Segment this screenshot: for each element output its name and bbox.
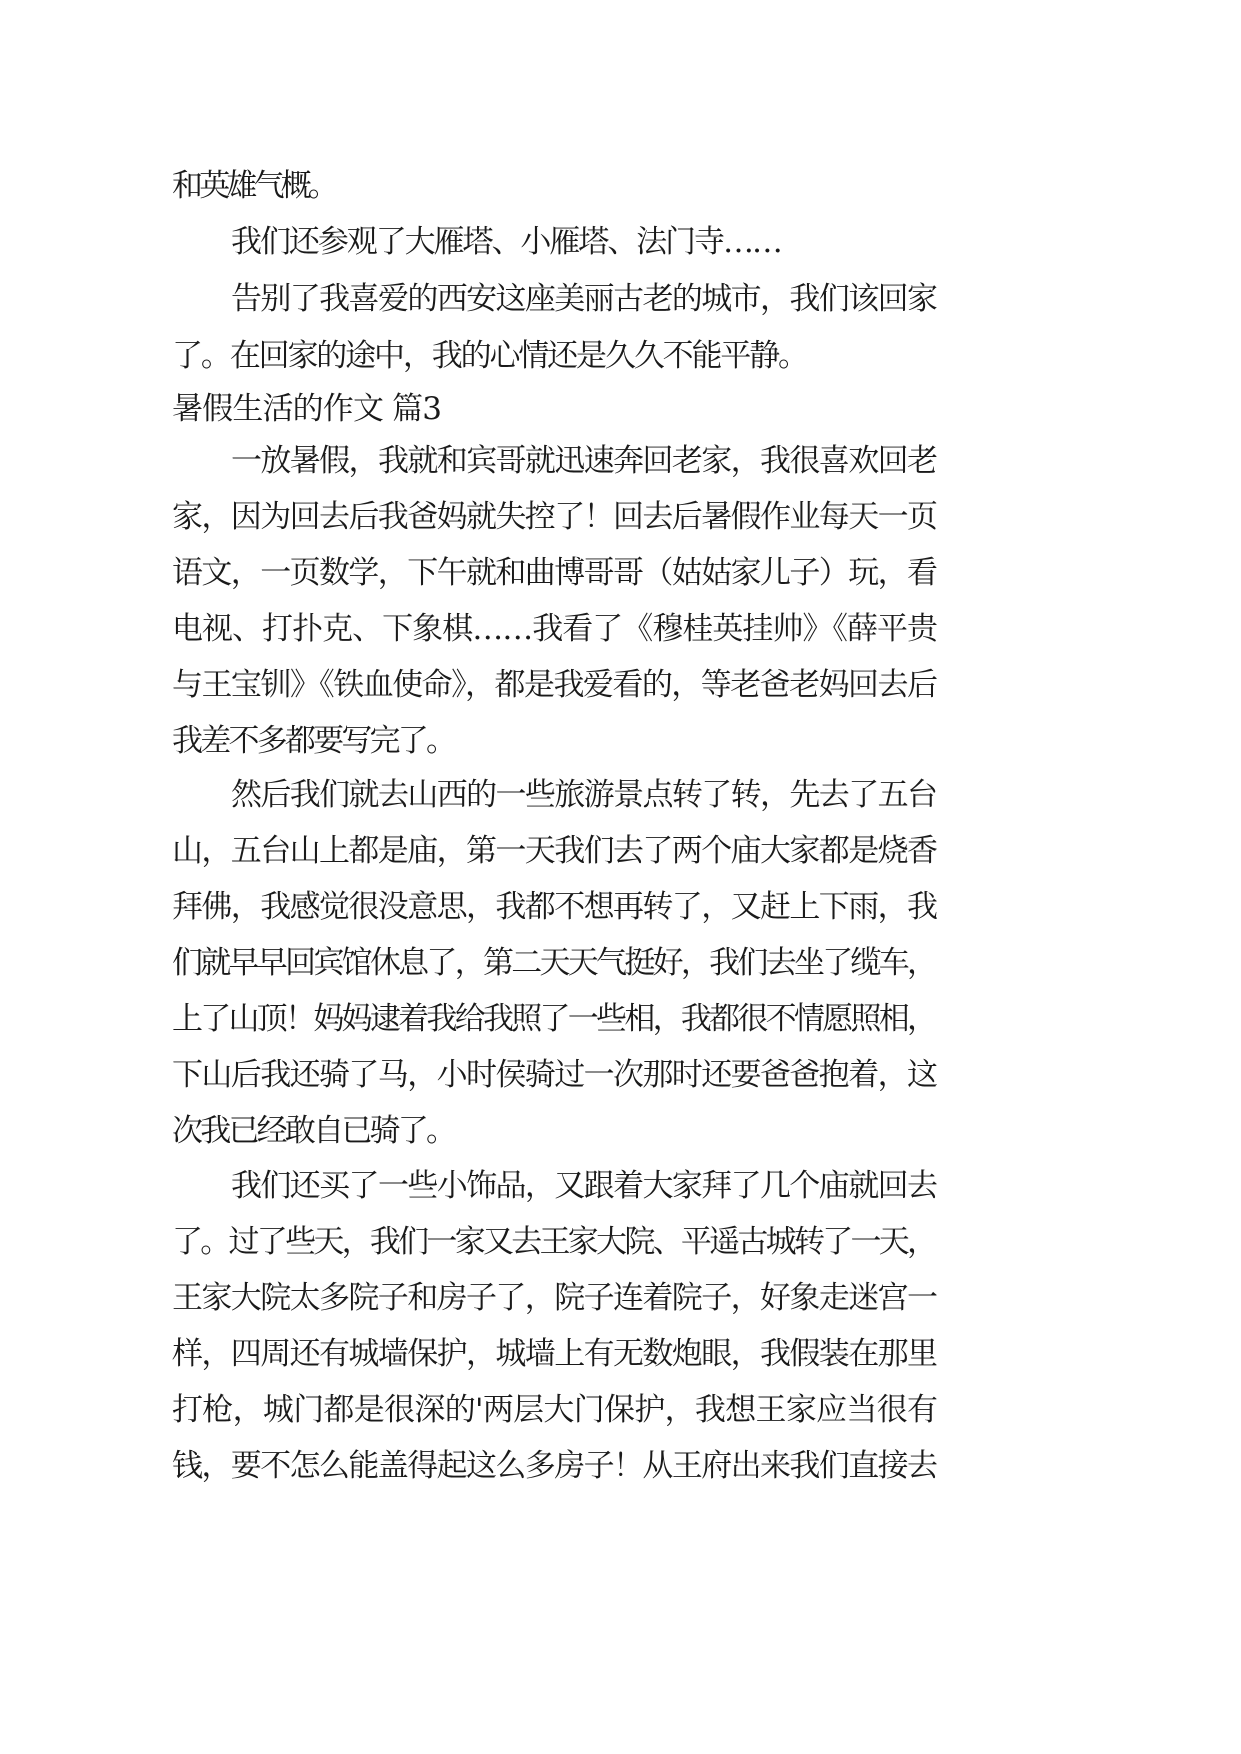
text-line-content: 山，五台山上都是庙，第一天我们去了两个庙大家都是烧香 — [172, 833, 937, 869]
text-line-content: 家，因为回去后我爸妈就失控了！回去后暑假作业每天一页 — [172, 499, 937, 535]
text-line — [0, 990, 1241, 1048]
text-line-content: 们就早早回宾馆休息了，第二天天气挺好，我们去坐了缆车， — [172, 945, 936, 981]
text-line-content: 打枪，城门都是很深的'两层大门保护，我想王家应当很有 — [172, 1392, 938, 1428]
text-line-content: 王家大院太多院子和房子了，院子连着院子，好象走迷宫一 — [172, 1280, 937, 1316]
text-line — [0, 712, 1241, 770]
text-line-content: 我们还参观了大雁塔、小雁塔、法门寺…… — [231, 224, 781, 260]
text-line — [0, 270, 1241, 328]
text-line — [0, 544, 1241, 602]
text-line-content: 告别了我喜爱的西安这座美丽古老的城市，我们该回家 — [231, 281, 937, 317]
text-line-content: 和英雄气概。 — [172, 168, 336, 204]
text-line-content: 了。在回家的途中，我的心情还是久久不能平静。 — [172, 338, 807, 374]
text-line — [0, 656, 1241, 714]
text-line-content: 我们还买了一些小饰品，又跟着大家拜了几个庙就回去 — [231, 1168, 937, 1204]
text-line-content: 语文，一页数学，下午就和曲博哥哥（姑姑家儿子）玩，看 — [172, 555, 937, 591]
text-line-content: 我差不多都要写完了。 — [172, 723, 455, 759]
text-line — [0, 934, 1241, 992]
text-line — [0, 327, 1241, 385]
text-line-content: 与王宝钏》《铁血使命》，都是我爱看的，等老爸老妈回去后 — [172, 667, 937, 703]
text-line-content: 一放暑假，我就和宾哥就迅速奔回老家，我很喜欢回老 — [231, 443, 937, 479]
text-line — [0, 1269, 1241, 1327]
text-line — [0, 766, 1241, 824]
text-line-content: 次我已经敢自已骑了。 — [172, 1113, 455, 1149]
section-heading — [0, 380, 1241, 438]
text-line-content: 样，四周还有城墙保护，城墙上有无数炮眼，我假装在那里 — [172, 1336, 937, 1372]
text-line — [0, 878, 1241, 936]
section-heading-text: 暑假生活的作文 篇3 — [172, 391, 442, 427]
text-line-content: 下山后我还骑了马，小时侯骑过一次那时还要爸爸抱着，这 — [172, 1057, 937, 1093]
text-line — [0, 600, 1241, 658]
text-line — [0, 213, 1241, 271]
text-line — [0, 1381, 1241, 1439]
text-line — [0, 1437, 1241, 1495]
text-line — [0, 1157, 1241, 1215]
text-line-content: 了。过了些天，我们一家又去王家大院、平遥古城转了一天， — [172, 1224, 936, 1260]
text-line — [0, 1102, 1241, 1160]
text-line — [0, 488, 1241, 546]
text-line — [0, 157, 1241, 215]
text-line-content: 钱，要不怎么能盖得起这么多房子！从王府出来我们直接去 — [172, 1448, 937, 1484]
text-line — [0, 1046, 1241, 1104]
text-line — [0, 432, 1241, 490]
text-line — [0, 1213, 1241, 1271]
text-line-content: 电视、打扑克、下象棋……我看了《穆桂英挂帅》《薛平贵 — [172, 611, 938, 647]
text-line-content: 上了山顶！妈妈逮着我给我照了一些相，我都很不情愿照相， — [172, 1001, 936, 1037]
text-line-content: 拜佛，我感觉很没意思，我都不想再转了，又赶上下雨，我 — [172, 889, 937, 925]
text-line — [0, 822, 1241, 880]
text-line-content: 然后我们就去山西的一些旅游景点转了转，先去了五台 — [231, 777, 937, 813]
text-line — [0, 1325, 1241, 1383]
